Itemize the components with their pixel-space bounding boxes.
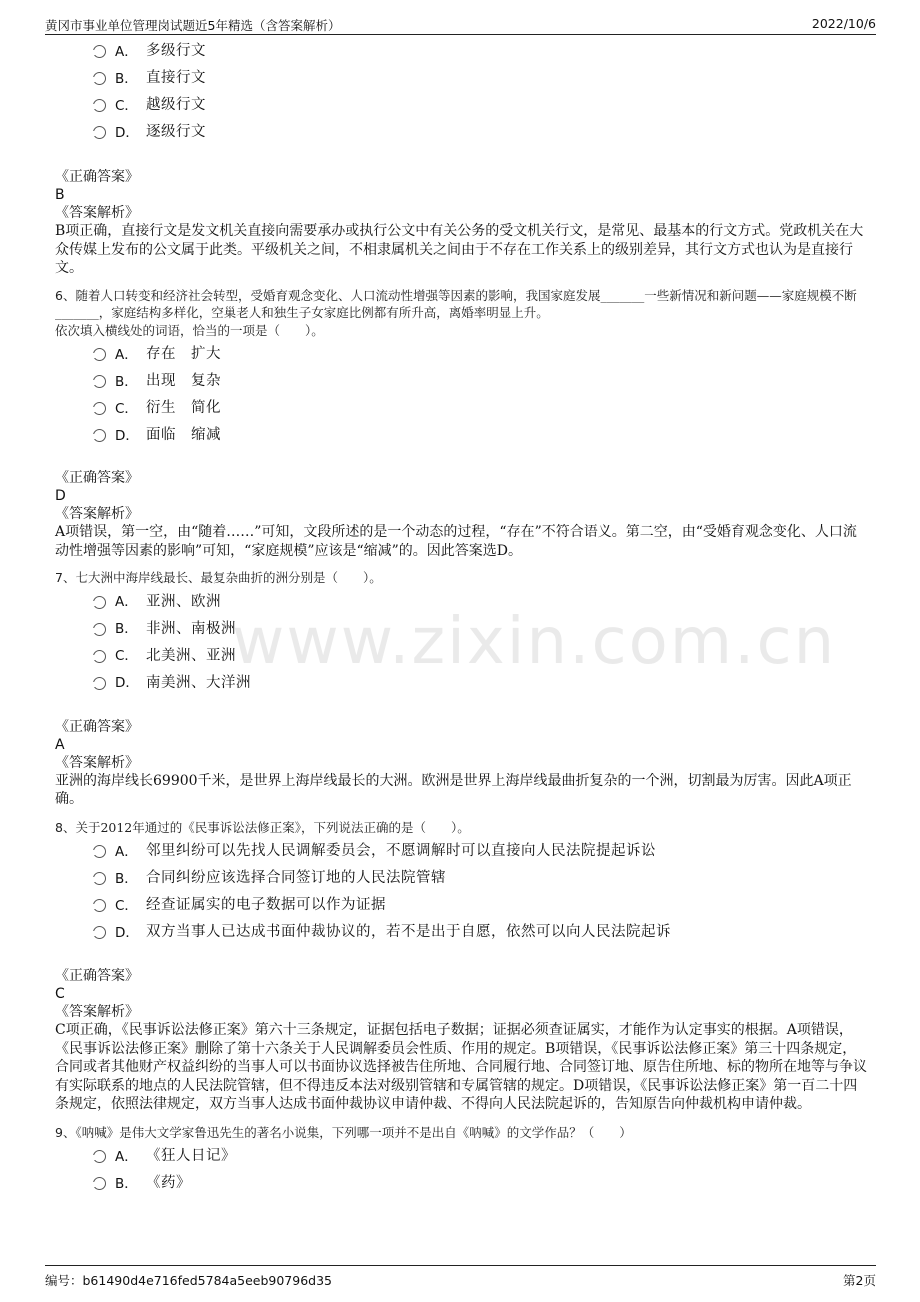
q7-stem: 7、七大洲中海岸线最长、最复杂曲折的洲分别是（ ）。	[55, 570, 382, 585]
q6-analysis-label: 《答案解析》	[55, 506, 139, 522]
q7-option-b[interactable]: B． 非洲、南极洲	[93, 614, 870, 641]
radio-icon[interactable]	[93, 99, 106, 112]
radio-icon[interactable]	[93, 596, 106, 609]
q7-option-c[interactable]: C． 北美洲、亚洲	[93, 641, 870, 668]
q6-answer-label: 《正确答案》	[55, 470, 139, 486]
page-number: 第2页	[843, 1273, 876, 1288]
q5-option-a[interactable]: A． 多级行文	[93, 36, 870, 63]
q7-answer-label: 《正确答案》	[55, 718, 139, 735]
radio-icon[interactable]	[93, 899, 106, 912]
q5-option-d[interactable]: D． 逐级行文	[93, 117, 870, 144]
q7-options	[93, 587, 870, 695]
document-date: 2022/10/6	[811, 16, 876, 31]
q7-option-a[interactable]: A． 亚洲、欧洲	[93, 587, 870, 614]
q9-stem: 9、《呐喊》是伟大文学家鲁迅先生的著名小说集，下列哪一项并不是出自《呐喊》的文学作品？（ ）	[55, 1124, 632, 1140]
q5-options	[93, 36, 870, 144]
q8-answer: C	[55, 986, 65, 1002]
radio-icon[interactable]	[93, 623, 106, 636]
q8-option-a[interactable]: A． 邻里纠纷可以先找人民调解委员会，不愿调解时可以直接向人民法院提起诉讼	[93, 836, 870, 863]
q6-option-d[interactable]: D． 面临 缩减	[93, 420, 870, 447]
q5-answer: B	[55, 187, 65, 203]
q6-stem-instruction: 依次填入横线处的词语，恰当的一项是（ ）。	[55, 322, 324, 338]
document-code: 编号：b61490d4e716fed5784a5eeb90796d35	[45, 1273, 333, 1288]
radio-icon[interactable]	[93, 1177, 106, 1190]
q5-option-c[interactable]: C． 越级行文	[93, 90, 870, 117]
radio-icon[interactable]	[93, 650, 106, 663]
q5-analysis: B项正确，直接行文是发文机关直接向需要承办或执行公文中有关公务的受文机关行文，是常见、最基本的行文方式。党政机关在大众传媒上发布的公文属于此类。平级机关之间，不相隶属机关之间由于不存在工作关系上的级别差异，其行文方式也认为是直接行文。	[55, 223, 864, 276]
radio-icon[interactable]	[93, 845, 106, 858]
q8-options	[93, 836, 870, 944]
q5-option-b[interactable]: B． 直接行文	[93, 63, 870, 90]
radio-icon[interactable]	[93, 348, 106, 361]
q5-answer-label: 《正确答案》	[55, 169, 139, 185]
q7-option-d[interactable]: D． 南美洲、大洋洲	[93, 668, 870, 695]
radio-icon[interactable]	[93, 1150, 106, 1163]
q6-stem: 6、随着人口转变和经济社会转型，受婚育观念变化、人口流动性增强等因素的影响，我国家庭发展_______一些新情况和新问题——家庭规模不断_______，家庭结构多样化，空巢老人和独生子女家庭比例都有所升高，离婚率明显上升。	[55, 287, 857, 320]
q8-answer-label: 《正确答案》	[55, 968, 139, 984]
radio-icon[interactable]	[93, 72, 106, 85]
q8-option-b[interactable]: B． 合同纠纷应该选择合同签订地的人民法院管辖	[93, 863, 870, 890]
q8-analysis: C项正确，《民事诉讼法修正案》第六十三条规定，证据包括电子数据；证据必须查证属实，才能作为认定事实的根据。A项错误，《民事诉讼法修正案》删除了第十六条关于人民调解委员会性质、作用的规定。B项错误，《民事诉讼法修正案》第三十四条规定，合同或者其他财产权益纠纷的当事人可以书面协议选择被告住所地、合同履行地、合同签订地、原告住所地、标的物所在地等与争议有实际联系的地点的人民法院管辖，但不得违反本法对级别管辖和专属管辖的规定。D项错误，《民事诉讼法修正案》第一百二十四条规定，依照法律规定，双方当事人达成书面仲裁协议申请仲裁、不得向人民法院起诉的，告知原告向仲裁机构申请仲裁。	[55, 1022, 867, 1112]
radio-icon[interactable]	[93, 677, 106, 690]
radio-icon[interactable]	[93, 126, 106, 139]
page-footer	[45, 1265, 876, 1292]
q6-options	[93, 339, 870, 447]
q7-analysis: 亚洲的海岸线长69900千米，是世界上海岸线最长的大洲。欧洲是世界上海岸线最曲折复杂的一个洲，切割最为厉害。因此A项正确。	[55, 772, 852, 807]
q6-answer: D	[55, 488, 66, 504]
q7-answer: A	[55, 736, 65, 753]
q6-option-b[interactable]: B． 出现 复杂	[93, 366, 870, 393]
document-title: 黄冈市事业单位管理岗试题近5年精选（含答案解析）	[45, 18, 341, 33]
q9-option-a[interactable]: A． 《狂人日记》	[93, 1141, 870, 1168]
q8-option-d[interactable]: D． 双方当事人已达成书面仲裁协议的，若不是出于自愿，依然可以向人民法院起诉	[93, 917, 870, 944]
radio-icon[interactable]	[93, 375, 106, 388]
q6-analysis: A项错误，第一空，由“随着……”可知，文段所述的是一个动态的过程，“存在”不符合语义。第二空，由“受婚育观念变化、人口流动性增强等因素的影响”可知，“家庭规模”应该是“缩减”的。因此答案选D。	[55, 524, 857, 559]
q9-options	[93, 1141, 870, 1195]
q6-option-a[interactable]: A． 存在 扩大	[93, 339, 870, 366]
q8-stem: 8、关于2012年通过的《民事诉讼法修正案》，下列说法正确的是（ ）。	[55, 819, 470, 835]
q9-option-b[interactable]: B． 《药》	[93, 1168, 870, 1195]
radio-icon[interactable]	[93, 872, 106, 885]
q5-analysis-label: 《答案解析》	[55, 205, 139, 221]
radio-icon[interactable]	[93, 45, 106, 58]
radio-icon[interactable]	[93, 402, 106, 415]
q8-option-c[interactable]: C． 经查证属实的电子数据可以作为证据	[93, 890, 870, 917]
radio-icon[interactable]	[93, 429, 106, 442]
radio-icon[interactable]	[93, 926, 106, 939]
page-content	[55, 36, 870, 1195]
q6-option-c[interactable]: C． 衍生 简化	[93, 393, 870, 420]
page-header	[45, 14, 876, 35]
q8-analysis-label: 《答案解析》	[55, 1004, 139, 1020]
watermark: www.zixin.com.cn	[232, 605, 837, 679]
q7-analysis-label: 《答案解析》	[55, 754, 139, 771]
